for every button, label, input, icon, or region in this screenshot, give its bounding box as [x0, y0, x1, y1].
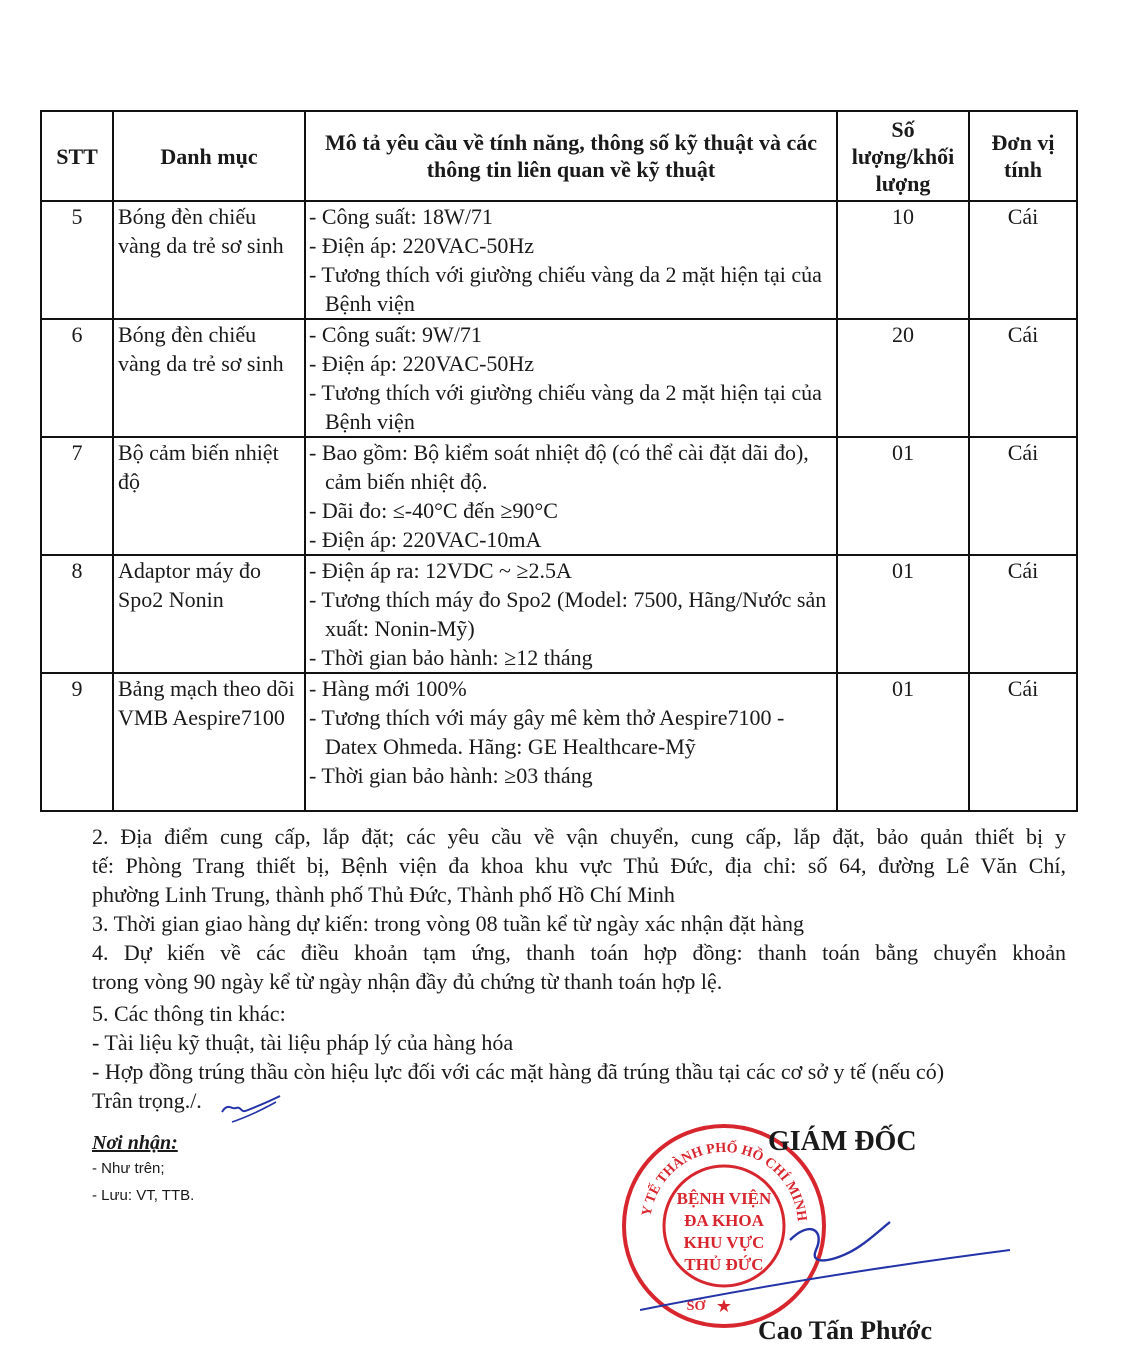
row-stt: 8	[41, 555, 113, 673]
item-2-line: tế: Phòng Trang thiết bị, Bệnh viện đa khoa khu vực Thủ Đức, địa chỉ: số 64, đường Lê Văn Chí,	[92, 853, 1066, 878]
desc-line: - Tương thích với giường chiếu vàng da 2 mặt hiện tại của Bệnh viện	[309, 380, 822, 434]
stamp-center-line: KHU VỰC	[683, 1233, 765, 1252]
item-3-paragraph	[92, 909, 1066, 938]
row-unit: Cái	[969, 319, 1077, 437]
row-unit: Cái	[969, 201, 1077, 319]
item-4-line: trong vòng 90 ngày kể từ ngày nhận đầy đủ chứng từ thanh toán hợp lệ.	[92, 969, 723, 994]
initial-signature	[218, 1092, 288, 1133]
stamp-center-line: ĐA KHOA	[684, 1211, 764, 1230]
item-2-line: phường Linh Trung, thành phố Thủ Đức, Thành phố Hồ Chí Minh	[92, 882, 675, 907]
director-signature	[640, 1210, 1020, 1325]
desc-line: - Điện áp: 220VAC-10mA	[309, 527, 542, 552]
signature-title: GIÁM ĐỐC	[768, 1126, 917, 1157]
recipient-item: - Như trên;	[92, 1160, 165, 1177]
row-stt: 7	[41, 437, 113, 555]
table-row	[41, 319, 1077, 437]
table-row	[41, 437, 1077, 555]
row-name: Adaptor máy đo Spo2 Nonin	[113, 555, 305, 673]
recipients-block	[92, 1132, 194, 1209]
row-unit: Cái	[969, 673, 1077, 811]
table-row	[41, 555, 1077, 673]
row-description	[305, 437, 837, 555]
row-name: Bóng đèn chiếu vàng da trẻ sơ sinh	[113, 319, 305, 437]
item-2-paragraph	[92, 822, 1066, 909]
signer-name: Cao Tấn Phước	[758, 1316, 932, 1345]
stamp-center-line: BỆNH VIỆN	[676, 1189, 772, 1208]
item-5-bullet: - Hợp đồng trúng thầu còn hiệu lực đối với các mặt hàng đã trúng thầu tại các cơ sở y tế (nếu có)	[92, 1059, 945, 1084]
item-3-text: 3. Thời gian giao hàng dự kiến: trong vòng 08 tuần kể từ ngày xác nhận đặt hàng	[92, 911, 805, 936]
table-header-row	[41, 111, 1077, 201]
header-category: Danh mục	[113, 111, 305, 201]
desc-line: - Điện áp ra: 12VDC ~ ≥2.5A	[309, 558, 572, 583]
row-description	[305, 673, 837, 811]
row-description	[305, 201, 837, 319]
recipient-item: - Lưu: VT, TTB.	[92, 1187, 195, 1204]
desc-line: - Công suất: 18W/71	[309, 204, 493, 229]
header-unit: Đơn vị tính	[969, 111, 1077, 201]
row-unit: Cái	[969, 437, 1077, 555]
row-quantity: 01	[837, 555, 969, 673]
row-quantity: 10	[837, 201, 969, 319]
row-description	[305, 319, 837, 437]
row-name: Bóng đèn chiếu vàng da trẻ sơ sinh	[113, 201, 305, 319]
stamp-bottom-text: SỞ	[686, 1299, 706, 1314]
table-row	[41, 673, 1077, 811]
item-4-line: 4. Dự kiến về các điều khoản tạm ứng, thanh toán hợp đồng: thanh toán bằng chuyển khoản	[92, 940, 1066, 965]
recipients-title: Nơi nhận:	[92, 1132, 178, 1154]
row-quantity: 01	[837, 437, 969, 555]
header-quantity: Số lượng/khối lượng	[837, 111, 969, 201]
desc-line: - Thời gian bảo hành: ≥12 tháng	[309, 645, 593, 670]
desc-line: - Điện áp: 220VAC-50Hz	[309, 233, 535, 258]
desc-line: - Tương thích với máy gây mê kèm thở Aespire7100 - Datex Ohmeda. Hãng: GE Healthcare-Mỹ	[309, 705, 785, 759]
equipment-table	[40, 110, 1078, 812]
row-stt: 9	[41, 673, 113, 811]
stamp-ring-text: Y TẾ THÀNH PHỐ HỒ CHÍ MINH	[639, 1140, 809, 1223]
stamp-center-line: THỦ ĐỨC	[684, 1255, 764, 1274]
desc-line: - Bao gồm: Bộ kiểm soát nhiệt độ (có thể cài đặt dãi đo), cảm biến nhiệt độ.	[309, 440, 809, 494]
item-4-paragraph	[92, 938, 1066, 996]
row-stt: 6	[41, 319, 113, 437]
desc-line: - Tương thích máy đo Spo2 (Model: 7500, Hãng/Nước sản xuất: Nonin-Mỹ)	[309, 587, 827, 641]
row-quantity: 01	[837, 673, 969, 811]
desc-line: - Công suất: 9W/71	[309, 322, 482, 347]
item-2-line: 2. Địa điểm cung cấp, lắp đặt; các yêu cầu về vận chuyển, cung cấp, lắp đặt, bảo quản thiết bị y	[92, 824, 1066, 849]
table-row	[41, 201, 1077, 319]
desc-line: - Dãi đo: ≤-40°C đến ≥90°C	[309, 498, 558, 523]
desc-line: - Tương thích với giường chiếu vàng da 2 mặt hiện tại của Bệnh viện	[309, 262, 822, 316]
row-name: Bảng mạch theo dõi VMB Aespire7100	[113, 673, 305, 811]
desc-line: - Hàng mới 100%	[309, 676, 467, 701]
row-stt: 5	[41, 201, 113, 319]
row-unit: Cái	[969, 555, 1077, 673]
star-icon: ★	[715, 1296, 733, 1316]
item-5-heading: 5. Các thông tin khác:	[92, 1001, 286, 1026]
header-stt: STT	[41, 111, 113, 201]
desc-line: - Thời gian bảo hành: ≥03 tháng	[309, 763, 593, 788]
row-name: Bộ cảm biến nhiệt độ	[113, 437, 305, 555]
item-5-bullet: - Tài liệu kỹ thuật, tài liệu pháp lý của hàng hóa	[92, 1030, 514, 1055]
closing-text: Trân trọng./.	[92, 1088, 202, 1113]
desc-line: - Điện áp: 220VAC-50Hz	[309, 351, 535, 376]
header-description: Mô tả yêu cầu về tính năng, thông số kỹ thuật và các thông tin liên quan về kỹ thuật	[305, 111, 837, 201]
row-description	[305, 555, 837, 673]
row-quantity: 20	[837, 319, 969, 437]
